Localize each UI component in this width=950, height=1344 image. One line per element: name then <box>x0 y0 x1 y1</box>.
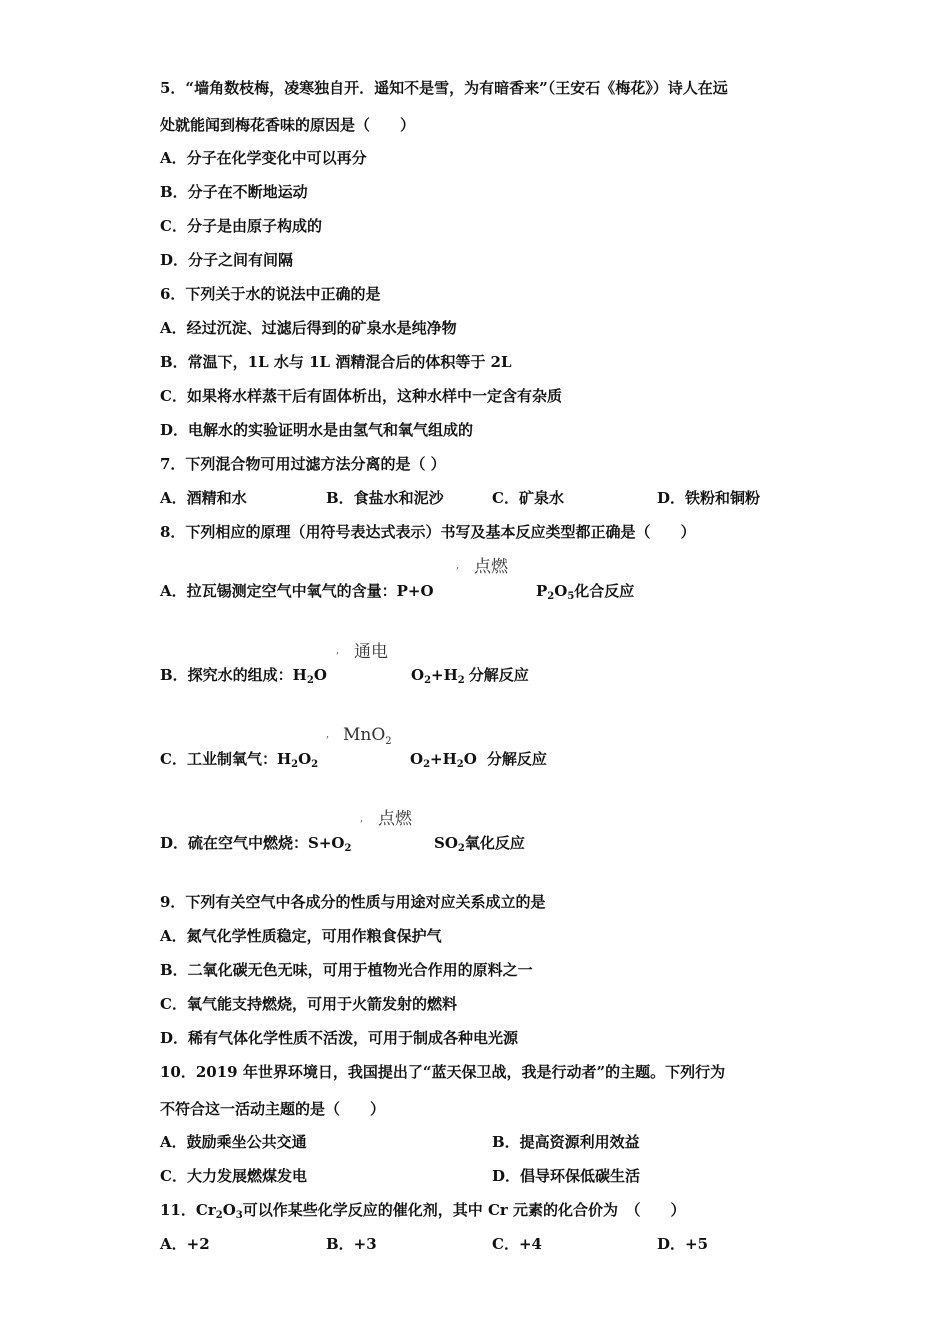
tick-mark: , <box>336 645 340 656</box>
q7-option-a: A．酒精和水 <box>160 489 247 507</box>
q5-option-c: C．分子是由原子构成的 <box>160 217 322 235</box>
q11-option-b: B．+3 <box>326 1235 377 1253</box>
q9-option-d: D．稀有气体化学性质不活泼，可用于制成各种电光源 <box>160 1029 519 1047</box>
q11-option-c: C．+4 <box>492 1235 542 1253</box>
q9-stem: 9．下列有关空气中各成分的性质与用途对应关系成立的是 <box>160 893 546 911</box>
q11-stem: 11．$Cr_2O_3$可以作某些化学反应的催化剂，其中 Cr 元素的化合价为 （ ） <box>160 1201 686 1221</box>
q10-stem-line1: 10．2019 年世界环境日，我国提出了“蓝天保卫战，我是行动者”的主题。下列行为 <box>160 1063 726 1081</box>
q10-stem-line2: 不符合这一活动主题的是（ ） <box>160 1100 386 1118</box>
q6-stem: 6．下列关于水的说法中正确的是 <box>160 285 381 303</box>
q8b-reactants: B．探究水的组成：$H_2O$ <box>160 666 327 686</box>
q8a-condition: 点燃 <box>474 557 508 577</box>
tick-mark: , <box>360 813 364 824</box>
q8c-products: $O_2+H_2O$ 分解反应 <box>410 750 547 770</box>
q8c-reactants: C．工业制氧气：$H_2O_2$ <box>160 750 319 770</box>
tick-mark: , <box>326 729 330 740</box>
q6-option-d: D．电解水的实验证明水是由氢气和氧气组成的 <box>160 421 474 439</box>
q8a-reactants: A．拉瓦锡测定空气中氧气的含量：P+O <box>160 582 434 600</box>
q9-option-a: A．氮气化学性质稳定，可用作粮食保护气 <box>160 927 442 945</box>
tick-mark: , <box>456 560 460 571</box>
q7-stem: 7．下列混合物可用过滤方法分离的是（ ） <box>160 455 446 473</box>
q8-stem: 8．下列相应的原理（用符号表达式表示）书写及基本反应类型都正确是（ ） <box>160 523 696 541</box>
q8d-reactants: D．硫在空气中燃烧：$S+O_2$ <box>160 834 352 854</box>
q8b-condition: 通电 <box>354 642 388 662</box>
q6-option-a: A．经过沉淀、过滤后得到的矿泉水是纯净物 <box>160 319 457 337</box>
q10-option-c: C．大力发展燃煤发电 <box>160 1167 307 1185</box>
q11-option-a: A．+2 <box>160 1235 210 1253</box>
q6-option-b: B．常温下，1L 水与 1L 酒精混合后的体积等于 2L <box>160 353 512 371</box>
q10-option-a: A．鼓励乘坐公共交通 <box>160 1133 307 1151</box>
q10-option-d: D．倡导环保低碳生活 <box>492 1167 641 1185</box>
q11-option-d: D．+5 <box>657 1235 709 1253</box>
q8b-products: $O_2+H_2$ 分解反应 <box>411 666 529 686</box>
q9-option-b: B．二氧化碳无色无味，可用于植物光合作用的原料之一 <box>160 961 533 979</box>
q5-stem-line2: 处就能闻到梅花香味的原因是（ ） <box>160 116 416 134</box>
q5-option-a: A．分子在化学变化中可以再分 <box>160 149 367 167</box>
q8d-condition: 点燃 <box>378 809 412 829</box>
q7-option-d: D．铁粉和铜粉 <box>657 489 761 507</box>
q6-option-c: C．如果将水样蒸干后有固体析出，这种水样中一定含有杂质 <box>160 387 562 405</box>
q7-option-c: C．矿泉水 <box>492 489 564 507</box>
q8a-product: $P_2O_5$化合反应 <box>536 582 635 602</box>
q7-option-b: B．食盐水和泥沙 <box>326 489 444 507</box>
q8d-product: $SO_2$氧化反应 <box>434 834 525 854</box>
q5-stem-line1: 5．“墙角数枝梅，凌寒独自开．遥知不是雪，为有暗香来”（王安石《梅花》）诗人在远 <box>160 79 728 97</box>
q5-option-b: B．分子在不断地运动 <box>160 183 308 201</box>
q10-option-b: B．提高资源利用效益 <box>492 1133 640 1151</box>
q9-option-c: C．氧气能支持燃烧，可用于火箭发射的燃料 <box>160 995 457 1013</box>
q8c-catalyst: MnO$_2$ <box>343 725 392 747</box>
q5-option-d: D．分子之间有间隔 <box>160 251 294 269</box>
